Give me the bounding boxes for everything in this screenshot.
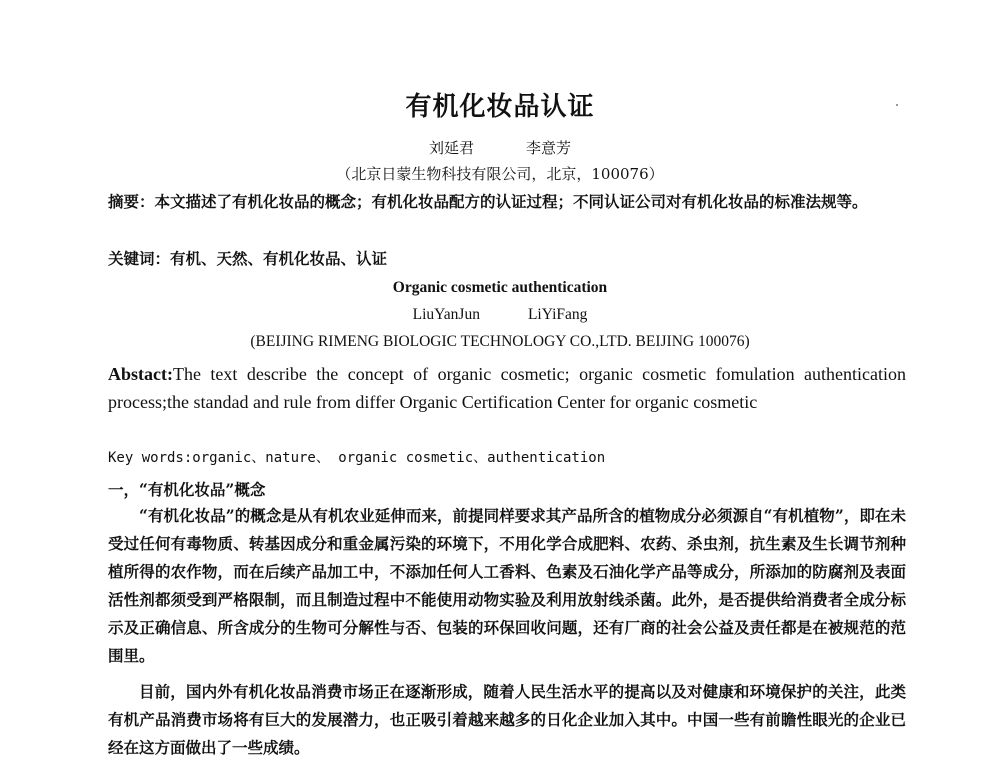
body-paragraph-1: “有机化妆品”的概念是从有机农业延伸而来，前提同样要求其产品所含的植物成分必须源自“有机植物”，即在未受过任何有毒物质、转基因成分和重金属污染的环境下，不用化学合成肥料、农药、杀虫剂，抗生素及生长调节剂种植所得的农作物，而在后续产品加工中，不添加任何人工香料、色素及石油化学产品等成分，所添加的防腐剂及表面活性剂都须受到严格限制，而且制造过程中不能使用动物实验及利用放射线杀菌。此外，是否提供给消费者全成分标示及正确信息、所含成分的生物可分解性与否、包装的环保回收问题，还有厂商的社会公益及责任都是在被规范的范围里。: [108, 506, 906, 665]
body-paragraph-2: 目前，国内外有机化妆品消费市场正在逐渐形成，随着人民生活水平的提高以及对健康和环境保护的关注，此类有机产品消费市场将有巨大的发展潜力，也正吸引着越来越多的日化企业加入其中。中国一些有前瞻性眼光的企业已经在这方面做出了一些成绩。: [108, 682, 906, 757]
authors-english: [0, 306, 1000, 324]
author-2-en: LiYiFang: [527, 306, 588, 323]
authors-chinese: [0, 137, 1000, 158]
keywords-english: Key words:organic、nature、 organic cosmetic、authentication: [108, 450, 606, 466]
author-1-en: LiuYanJun: [412, 306, 480, 323]
abstract-chinese: 摘要：本文描述了有机化妆品的概念；有机化妆品配方的认证过程；不同认证公司对有机化妆品的标准法规等。: [108, 192, 868, 211]
section-heading: 一，“有机化妆品”概念: [108, 480, 266, 499]
affiliation-english: (BEIJING RIMENG BIOLOGIC TECHNOLOGY CO.,LTD. BEIJING 100076): [250, 333, 750, 350]
affiliation-chinese: （北京日蒙生物科技有限公司，北京，100076）: [336, 165, 664, 183]
title-english: Organic cosmetic authentication: [392, 279, 608, 296]
title-chinese: 有机化妆品认证: [405, 92, 595, 122]
abstract-english: [108, 360, 906, 416]
abstract-english-text: The text describe the concept of organic cosmetic; organic cosmetic fomulation authentication process;the standad and rule from differ Organic Certification Center for organic cosmetic: [108, 364, 906, 412]
keywords-chinese: 关键词：有机、天然、有机化妆品、认证: [108, 249, 388, 268]
author-2-cn: 李意芳: [526, 139, 572, 157]
abstract-english-label: Abstact:: [108, 364, 173, 384]
author-1-cn: 刘延君: [428, 139, 474, 157]
